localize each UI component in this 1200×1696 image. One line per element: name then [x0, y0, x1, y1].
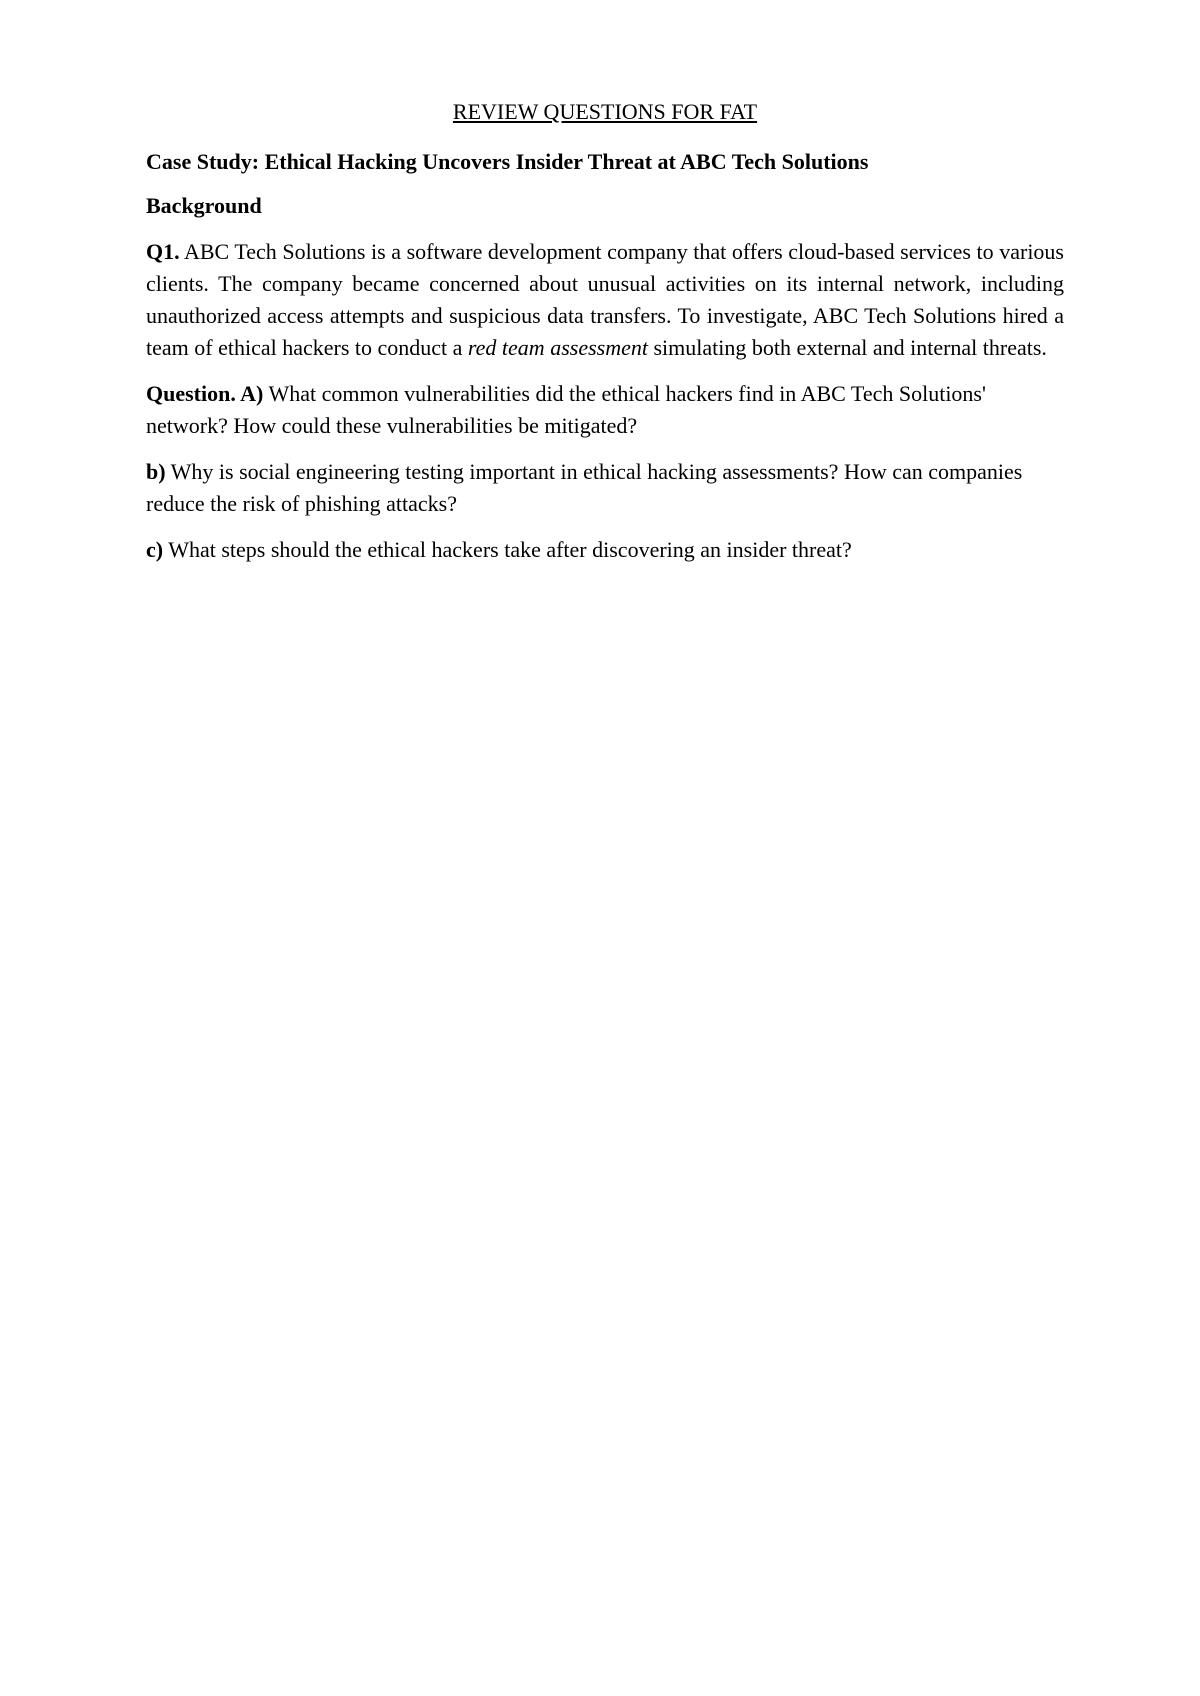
question-a-paragraph [146, 378, 1064, 442]
q1-paragraph [146, 236, 1064, 364]
question-c-paragraph [146, 534, 1064, 566]
question-b-text: Why is social engineering testing important in ethical hacking assessments? How can companies reduce the risk of phishing attacks? [146, 459, 1023, 516]
question-a-label: Question. A) [146, 381, 264, 406]
question-b-label: b) [146, 459, 166, 484]
case-study-heading: Case Study: Ethical Hacking Uncovers Insider Threat at ABC Tech Solutions [146, 149, 869, 174]
background-heading: Background [146, 193, 262, 218]
question-c-text: What steps should the ethical hackers take after discovering an insider threat? [163, 537, 852, 562]
q1-text-before: ABC Tech Solutions is a software development company that offers cloud-based services to various clients. The company became concerned about unusual activities on its internal network, including unauthorized access attempts and suspicious data transfers. To investigate, ABC Tech Solutions hired a team of ethical hackers to conduct a [146, 239, 1064, 360]
q1-text-after: simulating both external and internal threats. [647, 335, 1047, 360]
q1-label: Q1. [146, 239, 180, 264]
question-c-label: c) [146, 537, 164, 562]
question-b-paragraph [146, 456, 1064, 520]
document-title: REVIEW QUESTIONS FOR FAT [452, 99, 758, 124]
question-a-text: What common vulnerabilities did the ethical hackers find in ABC Tech Solutions' network? How could these vulnerabilities be mitigated? [146, 381, 986, 438]
document-content [146, 96, 1064, 580]
q1-italic-term: red team assessment [467, 335, 648, 360]
